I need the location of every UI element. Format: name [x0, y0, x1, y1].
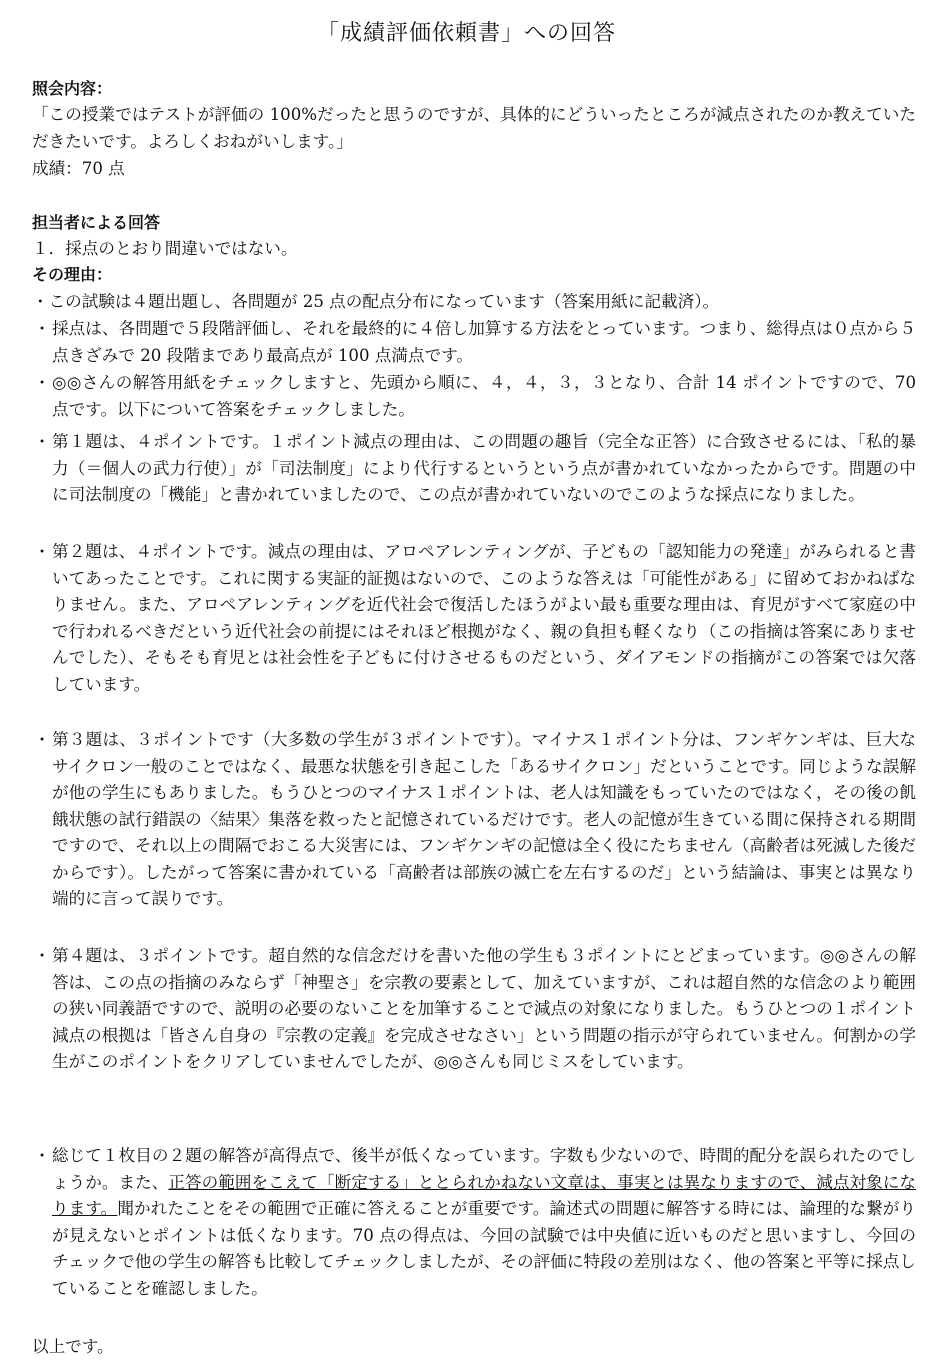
bullet-text: 第４題は、３ポイントです。超自然的な信念だけを書いた他の学生も３ポイントにとどまっています。◎◎さんの解答は、この点の指摘のみならず「神聖さ」を宗教の要素として、加えていますが、これは超自然的な信念のより範囲の狭い同義語ですので、説明の必要のないことを加筆することで減点の対象になりました。もうひとつの１ポイント減点の根拠は「皆さん自身の『宗教の定義』を完成させなさい」という問題の指示が守られていません。何割かの学生がこのポイントをクリアしていませんでしたが、◎◎さんも同じミスをしています。 — [52, 946, 916, 1071]
summary-part-1: 総じて１枚目の２題の解答が高得点で、後半が低くなっています。字数も少ないので、時間的配分を誤られたのでしょうか。また、 — [52, 1146, 916, 1192]
bullet-mark: ・ — [33, 946, 51, 965]
bullet-text: 第１題は、４ポイントです。１ポイント減点の理由は、この問題の趣旨（完全な正答）に合致させるには、「私的暴力（＝個人の武力行使）」が「司法制度」により代行するというという点が書かれていなかったからです。問題の中に司法制度の「機能」と書かれていましたので、この点が書かれていないのでこのような採点になりました。 — [52, 432, 916, 504]
inquiry-grade: 成績：70 点 — [32, 159, 125, 178]
bullet-text: ◎◎さんの解答用紙をチェックしますと、先頭から順に、４，４，３，３となり、合計 14 ポイントですので、70 点です。以下について答案をチェックしました。 — [52, 373, 916, 419]
bullet-mark: ・ — [33, 730, 51, 749]
inquiry-quote: 「この授業ではテストが評価の 100%だったと思うのですが、具体的にどういったところが減点されたのか教えていただきたいです。よろしくおねがいします。」 — [32, 105, 916, 151]
bullet-mark: ・ — [33, 373, 51, 392]
inquiry-heading: 照会内容： — [32, 79, 113, 98]
bullet-mark: ・ — [33, 542, 51, 561]
summary-underlined: 正答の範囲をこえて「断定する」ととられかねない文章は、事実とは異なりますので、減点対象になります。 — [52, 1172, 916, 1218]
bullet-mark: ・ — [32, 292, 49, 311]
bullet-text: 第３題は、３ポイントです（大多数の学生が３ポイントです）。マイナス１ポイント分は、フンギケンギは、巨大なサイクロン一般のことではなく、最悪な状態を引き起こした「あるサイクロン」だということです。同じような誤解が他の学生にもありました。もうひとつのマイナス１ポイントは、老人は知識をもっていたのではなく，その後の飢餓状態の試行錯誤の〈結果〉集落を救ったと記憶されているだけです。老人の記憶が生きている間に保持される期間ですので、それ以上の間隔でおこる大災害には、フンギケンギの記憶は全く役にたちません（高齢者は死滅した後だからです）。したがって答案に書かれている「高齢者は部族の滅亡を左右するのだ」という結論は、事実とは異なり端的に言って誤りです。 — [52, 730, 916, 908]
page-title: 「成績評価依頼書」への回答 — [316, 21, 616, 46]
bullet-mark: ・ — [33, 1146, 51, 1165]
summary-text — [52, 1143, 916, 1302]
reason-heading: その理由： — [32, 265, 113, 284]
bullet-mark: ・ — [33, 432, 51, 451]
response-heading: 担当者による回答 — [32, 213, 161, 232]
bullet-text: 第２題は、４ポイントです。減点の理由は、アロペアレンティングが、子どもの「認知能力の発達」がみられると書いてあったことです。これに関する実証的証拠はないので、このような答えは「可能性がある」に留めておかねばなりません。また、アロペアレンティングを近代社会で復活したほうがよい最も重要な理由は、育児がすべて家庭の中で行われるべきだという近代社会の前提にはそれほど根拠がなく、親の負担も軽くなり（この指摘は答案にありませんでした）、そもそも育児とは社会性を子どもに付けさせるものだという、ダイアモンドの指摘がこの答案では欠落しています。 — [52, 542, 916, 694]
bullet-text: 採点は、各問題で５段階評価し、それを最終的に４倍し加算する方法をとっています。つまり、総得点は０点から５点きざみで 20 段階まであり最高点が 100 点満点です。 — [52, 319, 916, 365]
response-conclusion: １．採点のとおり間違いではない。 — [32, 239, 298, 258]
bullet-mark: ・ — [33, 319, 51, 338]
closing-text: 以上です。 — [32, 1337, 114, 1356]
summary-part-2: 聞かれたことをその範囲で正確に答えることが重要です。論述式の問題に解答する時には、論理的な繋がりが見えないとポイントは低くなります。70 点の得点は、今回の試験では中央値に近いものだと思いますし、今回のチェックで他の学生の解答も比較してチェックしましたが、その評価に特段の差別はなく、他の答案と平等に採点していることを確認しました。 — [52, 1199, 916, 1298]
bullet-text: この試験は４題出題し、各問題が 25 点の配点分布になっています（答案用紙に記載済）。 — [48, 292, 720, 311]
